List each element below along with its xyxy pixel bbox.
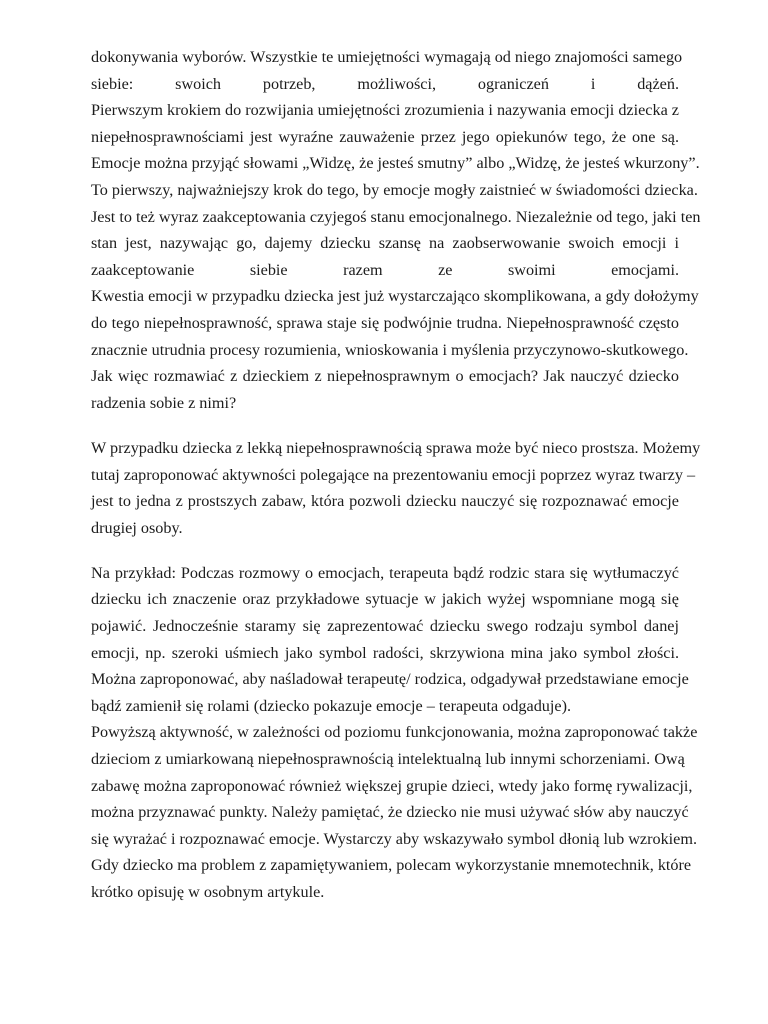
text-line: stan jest, nazywając go, dajemy dziecku szansę na zaobserwowanie swoich emocji i xyxy=(91,234,679,253)
text-line: Pierwszym krokiem do rozwijania umiejętności zrozumienia i nazywania emocji dziecka z xyxy=(91,101,679,120)
text-line: Na przykład: Podczas rozmowy o emocjach, terapeuta bądź rodzic stara się wytłumaczyć xyxy=(91,563,679,582)
paragraph-1 xyxy=(91,44,701,416)
text-line: Jak więc rozmawiać z dzieckiem z niepełnosprawnym o emocjach? Jak nauczyć dziecko xyxy=(91,367,679,386)
text-line: do tego niepełnosprawność, sprawa staje się podwójnie trudna. Niepełnosprawność często xyxy=(91,313,679,332)
text-line: radzenia sobie z nimi? xyxy=(91,393,237,412)
text-line: drugiej osoby. xyxy=(91,518,183,537)
paragraph-spacing xyxy=(91,416,679,435)
text-line: dzieciom z umiarkowaną niepełnosprawnością intelektualną lub innymi schorzeniami. Ową xyxy=(91,750,685,769)
text-line: W przypadku dziecka z lekką niepełnosprawnością sprawa może być nieco prostsza. Możemy xyxy=(91,438,701,457)
text-line: emocji, np. szeroki uśmiech jako symbol radości, skrzywiona mina jako symbol złości. xyxy=(91,643,679,662)
paragraph-spacing xyxy=(91,541,679,560)
text-line: można przyznawać punkty. Należy pamiętać, że dziecko nie musi używać słów aby nauczyć xyxy=(91,803,689,822)
paragraph-3 xyxy=(91,560,698,906)
text-line: pojawić. Jednocześnie staramy się zaprezentować dziecku swego rodzaju symbol danej xyxy=(91,617,679,636)
paragraph-2 xyxy=(91,435,701,541)
document-body xyxy=(91,44,701,906)
text-line: zabawę można zaproponować również większej grupie dzieci, wtedy jako formę rywalizacji, xyxy=(91,776,693,795)
text-line: zaakceptowanie siebie razem ze swoimi emocjami. xyxy=(91,260,679,279)
text-line: dokonywania wyborów. Wszystkie te umiejętności wymagają od niego znajomości samego xyxy=(91,48,683,66)
text-line: Emocje można przyjąć słowami „Widzę, że jesteś smutny” albo „Widzę, że jesteś wkurzony”. xyxy=(91,154,700,173)
text-line: jest to jedna z prostszych zabaw, która pozwoli dziecku nauczyć się rozpoznawać emocje xyxy=(91,492,679,511)
text-line: Jest to też wyraz zaakceptowania czyjegoś stanu emocjonalnego. Niezależnie od tego, jaki ten xyxy=(91,207,701,226)
text-line: dziecku ich znaczenie oraz przykładowe sytuacje w jakich wyżej wspomniane mogą się xyxy=(91,590,679,609)
text-line: krótko opisuję w osobnym artykule. xyxy=(91,883,325,901)
text-line: Powyższą aktywność, w zależności od poziomu funkcjonowania, można zaproponować także xyxy=(91,723,698,742)
text-line: Gdy dziecko ma problem z zapamiętywaniem, polecam wykorzystanie mnemotechnik, które xyxy=(91,856,692,875)
text-line: się wyrażać i rozpoznawać emocje. Wystarczy aby wskazywało symbol dłonią lub wzrokiem. xyxy=(91,829,697,848)
text-line: znacznie utrudnia procesy rozumienia, wnioskowania i myślenia przyczynowo-skutkowego. xyxy=(91,340,689,359)
text-line: To pierwszy, najważniejszy krok do tego, by emocje mogły zaistnieć w świadomości dziecka. xyxy=(91,180,698,199)
text-line: Można zaproponować, aby naśladował terapeutę/ rodzica, odgadywał przedstawiane emocje xyxy=(91,670,689,689)
text-line: siebie: swoich potrzeb, możliwości, ograniczeń i dążeń. xyxy=(91,74,679,93)
text-line: Kwestia emocji w przypadku dziecka jest już wystarczająco skomplikowana, a gdy dołożymy xyxy=(91,287,699,306)
text-line: tutaj zaproponować aktywności polegające na prezentowaniu emocji poprzez wyraz twarzy – xyxy=(91,465,696,484)
text-line: niepełnosprawnościami jest wyraźne zauważenie przez jego opiekunów tego, że one są. xyxy=(91,127,679,146)
text-line: bądź zamienił się rolami (dziecko pokazuje emocje – terapeuta odgaduje). xyxy=(91,696,572,715)
